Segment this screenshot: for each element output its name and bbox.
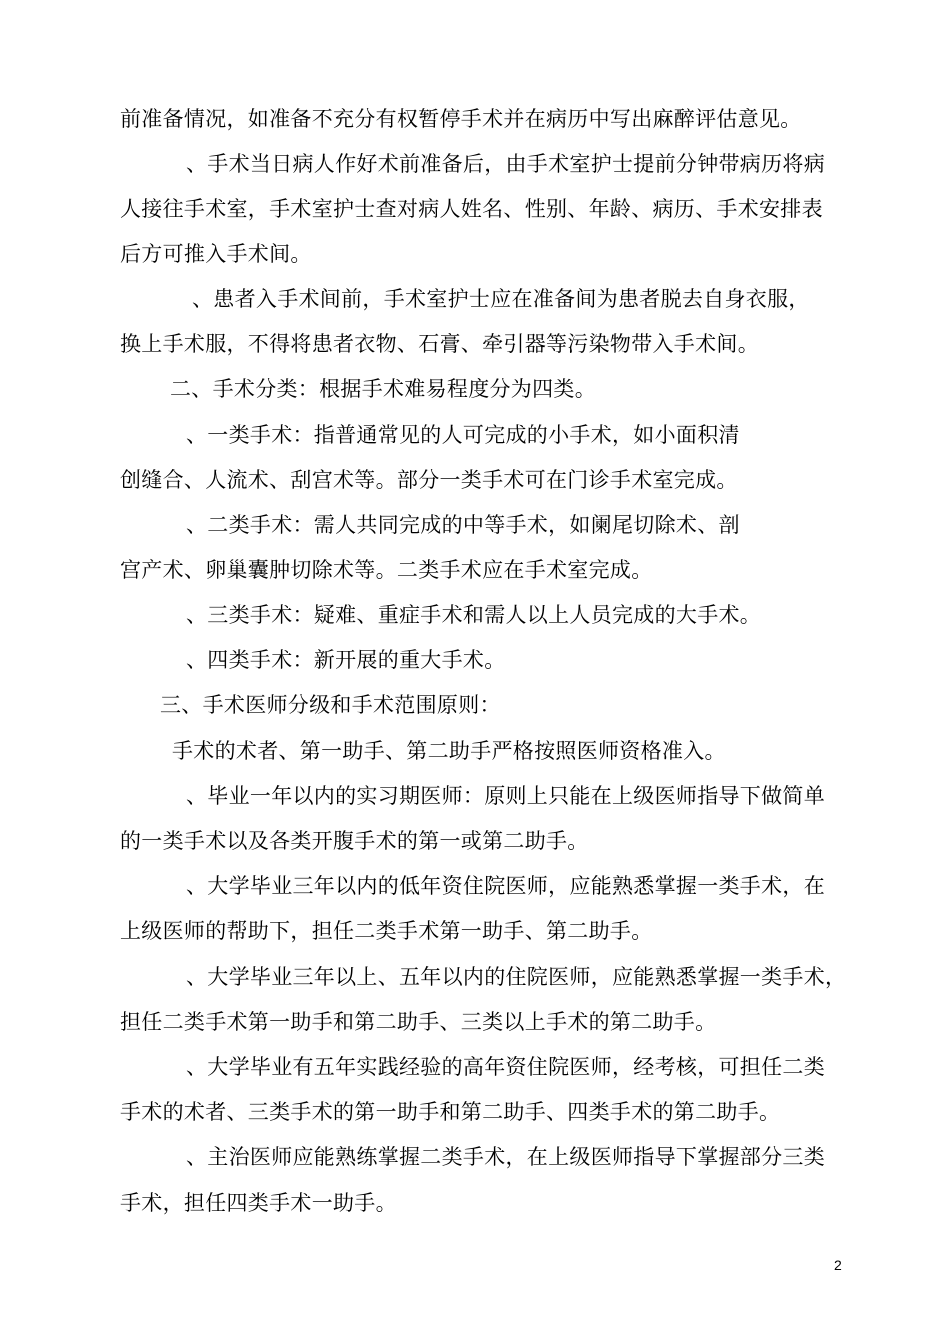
text-line: 手术的术者、三类手术的第一助手和第二助手、四类手术的第二助手。 xyxy=(120,1100,781,1124)
text-line: 后方可推入手术间。 xyxy=(120,242,312,266)
text-line: 宫产术、卵巢囊肿切除术等。二类手术应在手术室完成。 xyxy=(120,558,653,582)
text-line: 人接往手术室，手术室护士查对病人姓名、性别、年龄、病历、手术安排表 xyxy=(120,197,823,221)
text-line: 、四类手术：新开展的重大手术。 xyxy=(186,648,506,672)
text-line: 、大学毕业三年以内的低年资住院医师，应能熟悉掌握一类手术，在 xyxy=(186,874,825,898)
text-line: 手术的术者、第一助手、第二助手严格按照医师资格准入。 xyxy=(172,739,726,763)
text-line: 担任二类手术第一助手和第二助手、三类以上手术的第二助手。 xyxy=(120,1010,717,1034)
text-line: 、大学毕业有五年实践经验的高年资住院医师，经考核，可担任二类 xyxy=(186,1055,825,1079)
text-line: 前准备情况，如准备不充分有权暂停手术并在病历中写出麻醉评估意见。 xyxy=(120,107,802,131)
section-heading: 二、手术分类：根据手术难易程度分为四类。 xyxy=(170,377,596,401)
text-line: 、患者入手术间前，手术室护士应在准备间为患者脱去自身衣服， xyxy=(192,287,810,311)
text-line: 、一类手术：指普通常见的人可完成的小手术，如小面积清 xyxy=(186,423,740,447)
text-line: 、二类手术：需人共同完成的中等手术，如阑尾切除术、剖 xyxy=(186,513,740,537)
text-line: 手术，担任四类手术一助手。 xyxy=(120,1191,397,1215)
text-line: 、毕业一年以内的实习期医师：原则上只能在上级医师指导下做简单 xyxy=(186,784,825,808)
text-line: 换上手术服，不得将患者衣物、石膏、牵引器等污染物带入手术间。 xyxy=(120,332,759,356)
text-line: 、主治医师应能熟练掌握二类手术，在上级医师指导下掌握部分三类 xyxy=(186,1145,825,1169)
text-line: 、大学毕业三年以上、五年以内的住院医师，应能熟悉掌握一类手术， xyxy=(186,965,847,989)
text-line: 上级医师的帮助下，担任二类手术第一助手、第二助手。 xyxy=(120,919,653,943)
section-heading: 三、手术医师分级和手术范围原则： xyxy=(160,693,501,717)
page-number: 2 xyxy=(834,1257,842,1273)
text-line: 、三类手术：疑难、重症手术和需人以上人员完成的大手术。 xyxy=(186,603,762,627)
text-line: 创缝合、人流术、刮宫术等。部分一类手术可在门诊手术室完成。 xyxy=(120,468,738,492)
text-line: 、手术当日病人作好术前准备后，由手术室护士提前分钟带病历将病 xyxy=(186,152,825,176)
text-line: 的一类手术以及各类开腹手术的第一或第二助手。 xyxy=(120,829,589,853)
